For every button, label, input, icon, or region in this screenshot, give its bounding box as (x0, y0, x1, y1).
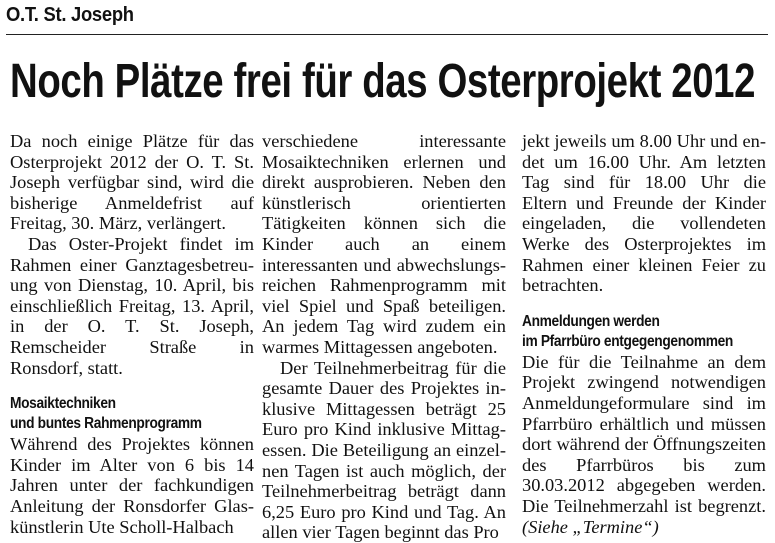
article-headline: Noch Plätze frei für das Osterprojekt 2012 (10, 55, 756, 108)
subheading-line: Mosaiktechniken (10, 395, 116, 413)
paragraph: Der Teilnehmerbeitrag für die gesamte Dauer des Projektes inklusive Mittagessen beträgt 25 Euro pro Kind inklusive Mittagessen. Die Beteiligung an einzelnen Tagen ist auch möglich, der Teilnehmerbeitrag beträgt dann 6,25 Euro pro Kind und Tag. An allen vier Tagen beginnt das Pro (262, 357, 506, 543)
article-column-3 (522, 131, 766, 537)
paragraph: Die für die Teilnahme an dem Projekt zwingend notwendigen Anmeldungeformulare sind im Pfarrbüro erhältlich und müssen dort während der Öffnungszeiten des Pfarrbüros bis zum 30.03.2012 abgegeben werden. Die Teilnehmerzahl ist begrenzt. (Siehe „Termine“) (522, 351, 766, 537)
kicker-rule (6, 34, 768, 35)
paragraph: jekt jeweils um 8.00 Uhr und endet um 16.00 Uhr. Am letzten Tag sind für 18.00 Uhr die Eltern und Freunde der Kinder eingeladen, die vollendeten Werke des Osterprojektes im Rahmen einer kleinen Feier zu betrachten. (522, 131, 766, 296)
article-column-1 (10, 131, 254, 537)
paragraph: verschiedene interessante Mosaiktechniken erlernen und direkt ausprobieren. Neben den künstlerisch orientierten Tätigkeiten können sich die Kinder auch an einem interessanten und abwechslungsreichen Rahmenprogramm mit viel Spiel und Spaß beteiligen. An jedem Tag wird zudem ein warmes Mittagessen angeboten. (262, 131, 506, 357)
see-also-note: (Siehe „Termine“) (522, 516, 659, 537)
paragraph: Das Oster-Projekt findet im Rahmen einer Ganztagesbetreuung von Dienstag, 10. April, bis einschließlich Freitag, 13. April, in der O. T. St. Joseph, Remscheider Straße in Ronsdorf, statt. (10, 233, 254, 378)
paragraph: Während des Projektes können Kinder im Alter von 6 bis 14 Jahren unter der fachkundigen Anleitung der Ronsdorfer Glaskünstlerin Ute Scholl-Halbach (10, 434, 254, 537)
subheading-line: im Pfarrbüro entgegengenommen (522, 332, 733, 350)
subheading (10, 394, 259, 434)
article-column-2 (262, 131, 506, 543)
subheading (522, 312, 771, 352)
subheading-line: und buntes Rahmenprogramm (10, 415, 202, 433)
subheading-line: Anmeldungen werden (522, 312, 660, 330)
article-kicker: O.T. St. Joseph (6, 4, 134, 26)
paragraph: Da noch einige Plätze für das Osterprojekt 2012 der O. T. St. Joseph verfügbar sind, wird die bisherige Anmeldefrist auf Freitag, 30. März, verlängert. (10, 131, 254, 234)
